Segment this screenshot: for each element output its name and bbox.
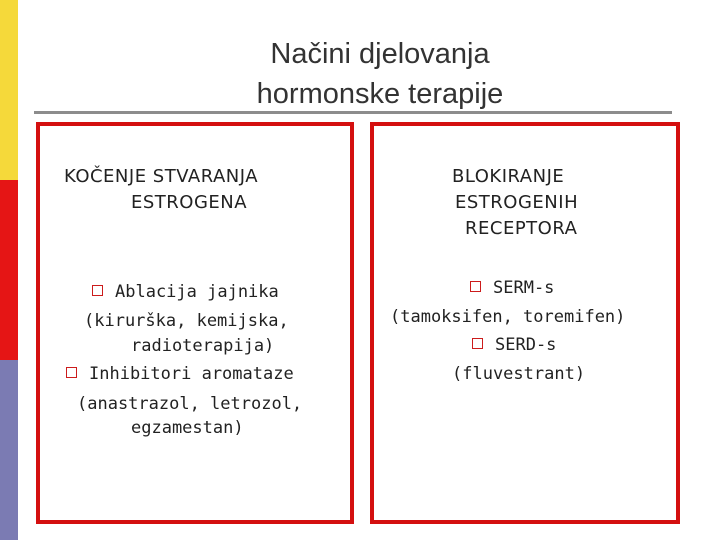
item-text: SERD-s [495, 335, 557, 355]
item-detail: (kirurška, kemijska, [84, 311, 289, 331]
item-detail: radioterapija) [131, 336, 275, 356]
bullet-icon [92, 285, 103, 296]
list-item [66, 364, 294, 384]
item-text: Inhibitori aromataze [89, 364, 294, 384]
title-divider [34, 111, 672, 114]
right-heading-line-2: ESTROGENIH [455, 192, 579, 213]
list-item [470, 278, 554, 298]
bullet-icon [66, 367, 77, 378]
item-text: SERM-s [493, 278, 555, 298]
bullet-icon [470, 281, 481, 292]
accent-stripe-purple [0, 360, 18, 540]
accent-stripe-red [0, 180, 18, 360]
left-heading [64, 164, 258, 216]
right-heading [452, 164, 578, 242]
bullet-icon [472, 338, 483, 349]
list-item [92, 282, 279, 302]
item-detail: egzamestan) [131, 418, 244, 438]
list-item [472, 335, 556, 355]
item-detail: (fluvestrant) [452, 364, 586, 384]
left-heading-line-1: KOČENJE STVARANJA [64, 166, 259, 187]
left-heading-line-2: ESTROGENA [131, 192, 248, 213]
right-heading-line-1: BLOKIRANJE [452, 166, 565, 187]
accent-stripe-yellow [0, 0, 18, 180]
item-text: Ablacija jajnika [115, 282, 279, 302]
title-line-1: Načini djelovanja [270, 38, 490, 70]
right-heading-line-3: RECEPTORA [465, 218, 578, 239]
title-line-2: hormonske terapije [256, 78, 504, 110]
slide-title [40, 34, 720, 114]
item-detail: (tamoksifen, toremifen) [390, 307, 626, 327]
item-detail: (anastrazol, letrozol, [77, 394, 303, 414]
